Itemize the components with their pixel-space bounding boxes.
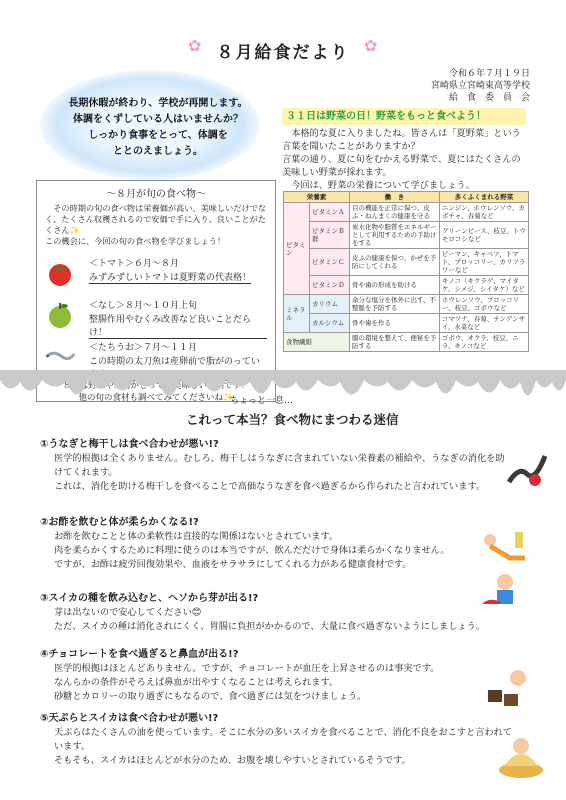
flower-icon: ✿ bbox=[364, 36, 378, 55]
nutrient-effect: 骨や歯を作る bbox=[350, 314, 440, 333]
committee-name: 給 食 委 員 会 bbox=[448, 93, 530, 103]
qa-answer: ただ、スイカの種は消化されにくく、胃腸に負担がかかるので、大量に食べ過ぎないようにしましょう。 bbox=[54, 621, 485, 632]
nutrient-effect: 腸の環境を整えて、便秘を予防する bbox=[350, 333, 440, 352]
qa-answer: 砂糖とカロリーの取り過ぎにもなるので、食べ過ぎには気をつけましょう。 bbox=[54, 691, 367, 702]
qa-answer: 天ぷらはたくさんの油を使っています。そこに水分の多いスイカを食べることで、消化不良をおこすと言われています。 bbox=[54, 727, 512, 752]
group-cell: ミネラル bbox=[284, 295, 310, 333]
seasonal-intro-line: この機会に、今回の旬の食べ物を学びましょう！ bbox=[45, 236, 226, 246]
food-name: ＜トマト＞６月〜８月 bbox=[89, 259, 180, 269]
vegetable-day-text: 本格的な夏に入りましたね。皆さんは「夏野菜」という言葉を聞いたことがありますか？ bbox=[282, 128, 521, 152]
greeting-message bbox=[58, 96, 258, 160]
seasonal-heading: 〜８月が旬の食べ物〜 bbox=[106, 189, 206, 200]
section-subheading: ちょっと一息… bbox=[230, 396, 294, 406]
nutrient-veg: ホウレンソウ、ブロッコリー、枝豆、ゴボウなど bbox=[439, 295, 528, 314]
nutrient-veg: ピーマン、キャベツ、トマト、ブロッコリー、カリフラワーなど bbox=[439, 249, 528, 276]
qa-item bbox=[40, 516, 480, 572]
seasonal-footer-line: ８月は野菜や果物がとっても美味しい時期です！ bbox=[62, 381, 250, 391]
food-desc: 整腸作用やむくみ改善など良いことだらけ！ bbox=[89, 312, 267, 339]
food-item-tomato bbox=[45, 254, 267, 292]
nutrient-veg: ニンジン、ホウレンソウ、カボチャ、春菊など bbox=[439, 203, 528, 222]
nutrient-effect: 余分な塩分を体外に出す、不整脈を予防する bbox=[350, 295, 440, 314]
qa-question: ④チョコレートを食べ過ぎると鼻血が出る!? bbox=[40, 649, 239, 660]
section-heading-text: これって本当？食べ物にまつわる迷信 bbox=[186, 412, 399, 427]
food-item-pear bbox=[45, 296, 267, 338]
nutrient-veg: キノコ（キクラゲ、マイタケ、シメジ、シイタケ）など bbox=[439, 276, 528, 295]
qa-answer: 医学的根拠はほとんどありません。ですが、チョコレートが血圧を上昇させるのは事実です。 bbox=[54, 663, 440, 674]
table-row bbox=[284, 276, 529, 295]
greeting-line: しっかり食事をとって、体調を bbox=[88, 130, 228, 141]
qa-answer: 肉を柔らかくするために料理に使うのは本当ですが、飲んだだけで身体は柔らかくなりません。 bbox=[54, 545, 450, 556]
watermelon-kid-icon bbox=[480, 570, 530, 610]
nutrient-name: ビタミンＣ bbox=[310, 249, 350, 276]
table-row bbox=[284, 249, 529, 276]
tempura-icon bbox=[496, 732, 546, 780]
table-header: 栄養素 bbox=[284, 192, 350, 203]
issuer-block bbox=[431, 68, 530, 104]
qa-item bbox=[40, 712, 520, 768]
nutrient-effect: 炭水化物や脂質をエネルギーとして利用するための手助けをする bbox=[350, 222, 440, 249]
seasonal-footer-line: 他の旬の食材も調べてみてくださいね✨ bbox=[78, 393, 234, 403]
greeting-line: ととのえましょう。 bbox=[113, 146, 203, 157]
section-heading bbox=[186, 410, 399, 428]
seasonal-intro bbox=[37, 200, 275, 250]
qa-question: ③スイカの種を飲み込むと、ヘソから芽が出る!? bbox=[40, 593, 259, 604]
nutrient-name: カルシウム bbox=[310, 314, 350, 333]
flower-icon: ✿ bbox=[188, 36, 202, 55]
eel-icon bbox=[505, 448, 549, 488]
qa-answer: 芽は出ないので安心してください😊 bbox=[54, 607, 202, 618]
nutrient-veg: コマツナ、春菊、チンゲンサイ、水菜など bbox=[439, 314, 528, 333]
page-title: ８月給食だより bbox=[216, 43, 350, 63]
nutrient-name: カリウム bbox=[310, 295, 350, 314]
vegetable-day-box bbox=[282, 108, 526, 192]
nutrient-effect: 皮ふの健康を保つ、かぜを予防にしてくれる bbox=[350, 249, 440, 276]
qa-question: ⑤天ぷらとスイカは食べ合わせが悪い!? bbox=[40, 713, 219, 724]
seasonal-intro-line: その時期の旬の食べ物は栄養価が高い、美味しいだけでなく、たくさん収穫されるので安価で手に入り、良いことがたくさん✨ bbox=[45, 203, 267, 235]
greeting-line: 体調をくずしている人はいませんか？ bbox=[73, 114, 243, 125]
table-header: 働 き bbox=[350, 192, 440, 203]
food-name: ＜なし＞８月〜１０月上旬 bbox=[89, 301, 198, 311]
qa-item bbox=[40, 592, 520, 634]
tomato-icon bbox=[45, 258, 75, 288]
group-cell: ビタミン bbox=[284, 203, 310, 295]
table-row bbox=[284, 222, 529, 249]
nutrient-name: ビタミンＤ bbox=[310, 276, 350, 295]
fish-icon bbox=[45, 342, 75, 372]
qa-question: ②お酢を飲むと体が柔らかくなる!? bbox=[40, 517, 199, 528]
qa-item bbox=[40, 648, 520, 704]
nutrient-name: 食物繊維 bbox=[284, 333, 350, 352]
table-row bbox=[284, 203, 529, 222]
stretching-person-icon bbox=[470, 528, 530, 568]
nutrient-effect: 目の機能を正常に保つ、皮ふ・ねんまくの健康を守る bbox=[350, 203, 440, 222]
greeting-line: 長期休暇が終わり、学校が再開します。 bbox=[68, 98, 248, 109]
issue-date: 令和６年７月１９日 bbox=[448, 69, 530, 79]
seasonal-food-box bbox=[36, 180, 276, 402]
nutrient-veg: グリーンピース、枝豆、トウモロコシなど bbox=[439, 222, 528, 249]
school-name: 宮崎県立宮崎東高等学校 bbox=[430, 81, 530, 91]
food-desc: みずみずしいトマトは夏野菜の代表格！ bbox=[89, 270, 251, 284]
table-row bbox=[284, 295, 529, 314]
food-name: ＜たちうお＞７月〜１１月 bbox=[89, 343, 198, 353]
nutrient-name: ビタミンＢ群 bbox=[310, 222, 350, 249]
table-row bbox=[284, 314, 529, 333]
vegetable-day-text: 今回は、野菜の栄養について学びましょう。 bbox=[291, 180, 475, 191]
qa-answer: なんらかの条件がそろえば鼻血が出やすくなることは考えられます。 bbox=[54, 677, 339, 688]
nutrient-name: ビタミンＡ bbox=[310, 203, 350, 222]
qa-question: ①うなぎと梅干しは食べ合わせが悪い!? bbox=[40, 439, 219, 450]
qa-answer: お酢を飲むことと体の柔軟性は直接的な関係はないとされています。 bbox=[54, 531, 339, 542]
vegetable-day-heading: ３１日は野菜の日！野菜をもっと食べよう！ bbox=[282, 108, 526, 125]
qa-answer: これは、消化を助ける梅干しを食べることで高価なうなぎを食べ過ぎるから作られたと言われています。 bbox=[54, 481, 486, 492]
nutrient-table bbox=[283, 191, 529, 352]
vegetable-day-text: 言葉の通り、夏に旬をむかえる野菜で、夏にはたくさんの美味しい野菜が採れます。 bbox=[282, 154, 521, 178]
qa-answer: ですが、お酢は疲労回復効果や、血液をサラサラにしてくれる力がある健康食材です。 bbox=[54, 559, 412, 570]
chocolate-icon bbox=[484, 668, 534, 712]
qa-answer: そもそも、スイカはほとんどが水分のため、お腹を壊しやすいとされているそうです。 bbox=[54, 755, 411, 766]
pear-icon bbox=[45, 300, 75, 330]
food-desc: この時期の太刀魚は産卵前で脂がのってい bbox=[89, 354, 267, 381]
nutrient-effect: 骨や歯の形成を助ける bbox=[350, 276, 440, 295]
table-header: 多くふくまれる野菜 bbox=[439, 192, 528, 203]
qa-item bbox=[40, 438, 510, 494]
qa-answer: 医学的根拠は全くありません。むしろ、梅干しはうなぎに含まれていない栄養素の補給や、うなぎの消化を助けてくれます。 bbox=[54, 453, 505, 478]
nutrient-veg: ゴボウ、オクラ、枝豆、ニラ、キノコなど bbox=[439, 333, 528, 352]
table-row bbox=[284, 333, 529, 352]
